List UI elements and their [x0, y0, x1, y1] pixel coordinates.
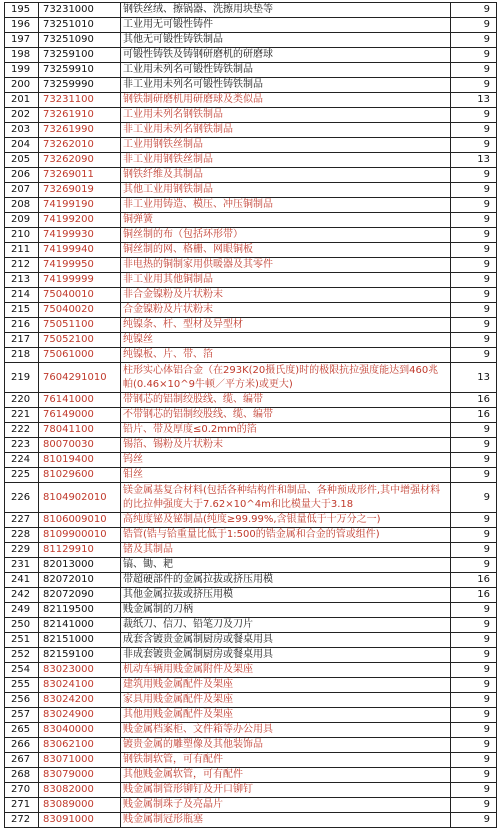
row-number: 224: [5, 453, 39, 468]
row-number: 241: [5, 573, 39, 588]
row-number: 242: [5, 588, 39, 603]
hs-code: 8104902010: [39, 483, 121, 513]
tax-rate: 9: [451, 48, 497, 63]
table-row: [5, 723, 497, 738]
row-number: 214: [5, 288, 39, 303]
product-description: 非工业用钢铁丝制品: [121, 153, 451, 168]
row-number: 268: [5, 768, 39, 783]
table-row: [5, 138, 497, 153]
row-number: 210: [5, 228, 39, 243]
tax-rate: 16: [451, 588, 497, 603]
tax-rate: 9: [451, 438, 497, 453]
table-row: [5, 423, 497, 438]
table-row: [5, 513, 497, 528]
table-row: [5, 588, 497, 603]
tax-rate: 9: [451, 258, 497, 273]
hs-code: 76149000: [39, 408, 121, 423]
hs-code: 75051100: [39, 318, 121, 333]
row-number: 208: [5, 198, 39, 213]
table-row: [5, 3, 497, 18]
product-description: 镀贵金属的雕塑像及其他装饰品: [121, 738, 451, 753]
hs-code: 81019400: [39, 453, 121, 468]
row-number: 198: [5, 48, 39, 63]
hs-code: 83089000: [39, 798, 121, 813]
table-row: [5, 558, 497, 573]
table-row: [5, 363, 497, 393]
hs-code: 82072090: [39, 588, 121, 603]
hs-code: 75061000: [39, 348, 121, 363]
table-row: [5, 78, 497, 93]
product-description: 纯镍条、杆、型材及异型材: [121, 318, 451, 333]
hs-code: 74199200: [39, 213, 121, 228]
product-description: 带钢芯的铝制绞股线、缆、编带: [121, 393, 451, 408]
product-description: 其他工业用钢铁制品: [121, 183, 451, 198]
row-number: 199: [5, 63, 39, 78]
tax-rate: 9: [451, 138, 497, 153]
product-description: 其他贱金属软管，可有配件: [121, 768, 451, 783]
product-description: 贱金属制珠子及亮晶片: [121, 798, 451, 813]
hs-code: 73262090: [39, 153, 121, 168]
hs-code: 83079000: [39, 768, 121, 783]
tax-rate: 9: [451, 633, 497, 648]
table-row: [5, 573, 497, 588]
tax-rate: 9: [451, 618, 497, 633]
table-row: [5, 273, 497, 288]
row-number: 267: [5, 753, 39, 768]
hs-code: 83082000: [39, 783, 121, 798]
table-row: [5, 678, 497, 693]
hs-code: 74199190: [39, 198, 121, 213]
product-description: 贱金属制管形铆钉及开口铆钉: [121, 783, 451, 798]
tax-rate: 9: [451, 693, 497, 708]
hs-code: 83024100: [39, 678, 121, 693]
product-description: 机动车辆用贱金属附件及架座: [121, 663, 451, 678]
tax-rate: 9: [451, 18, 497, 33]
tax-rate: 9: [451, 678, 497, 693]
table-row: [5, 693, 497, 708]
hs-code: 82072010: [39, 573, 121, 588]
hs-code: 75040010: [39, 288, 121, 303]
hs-code: 74199940: [39, 243, 121, 258]
table-row: [5, 468, 497, 483]
hs-code: 83091000: [39, 813, 121, 828]
table-row: [5, 528, 497, 543]
hs-code: 73259910: [39, 63, 121, 78]
row-number: 251: [5, 633, 39, 648]
product-description: 其他用贱金属配件及架座: [121, 708, 451, 723]
row-number: 271: [5, 798, 39, 813]
hs-code: 83071000: [39, 753, 121, 768]
tax-rate: 9: [451, 528, 497, 543]
row-number: 220: [5, 393, 39, 408]
product-description: 铜丝制的网、格栅、网眼铜板: [121, 243, 451, 258]
product-description: 家具用贱金属配件及架座: [121, 693, 451, 708]
product-description: 带超硬部件的金属拉拔或挤压用模: [121, 573, 451, 588]
table-row: [5, 753, 497, 768]
tax-rate: 9: [451, 273, 497, 288]
tax-rate: 9: [451, 813, 497, 828]
table-row: [5, 183, 497, 198]
product-description: 合金镍粉及片状粉末: [121, 303, 451, 318]
hs-code: 73261990: [39, 123, 121, 138]
hs-code: 80070030: [39, 438, 121, 453]
row-number: 249: [5, 603, 39, 618]
tax-rate: 9: [451, 108, 497, 123]
product-description: 其他无可锻性铸铁制品: [121, 33, 451, 48]
table-row: [5, 768, 497, 783]
product-description: 工业用未列名可锻性铸铁制品: [121, 63, 451, 78]
tax-rate: 9: [451, 243, 497, 258]
row-number: 213: [5, 273, 39, 288]
row-number: 226: [5, 483, 39, 513]
product-description: 建筑用贱金属配件及架座: [121, 678, 451, 693]
table-row: [5, 228, 497, 243]
hs-code: 73231100: [39, 93, 121, 108]
hs-code: 82141000: [39, 618, 121, 633]
table-row: [5, 93, 497, 108]
row-number: 195: [5, 3, 39, 18]
tax-rate: 9: [451, 768, 497, 783]
row-number: 202: [5, 108, 39, 123]
table-row: [5, 603, 497, 618]
tax-rate: 9: [451, 453, 497, 468]
row-number: 231: [5, 558, 39, 573]
tax-rate: 9: [451, 798, 497, 813]
tax-rate: 9: [451, 183, 497, 198]
table-row: [5, 168, 497, 183]
table-row: [5, 213, 497, 228]
row-number: 270: [5, 783, 39, 798]
product-description: 不带钢芯的铝制绞股线、缆、编带: [121, 408, 451, 423]
tax-rate: 9: [451, 423, 497, 438]
product-description: 贱金属制冠形瓶塞: [121, 813, 451, 828]
product-description: 成套含镀贵金属制厨房或餐桌用具: [121, 633, 451, 648]
product-description: 非工业用未列名可锻性铸铁制品: [121, 78, 451, 93]
tax-rate: 9: [451, 63, 497, 78]
hs-code: 8109900010: [39, 528, 121, 543]
table-row: [5, 243, 497, 258]
product-description: 铜丝制的布（包括环形带）: [121, 228, 451, 243]
product-description: 工业用钢铁丝制品: [121, 138, 451, 153]
tax-rate: 9: [451, 468, 497, 483]
tax-rate: 9: [451, 483, 497, 513]
hs-code: 82159100: [39, 648, 121, 663]
hs-code: 82013000: [39, 558, 121, 573]
row-number: 212: [5, 258, 39, 273]
hs-code: 83062100: [39, 738, 121, 753]
tax-rate: 9: [451, 198, 497, 213]
row-number: 228: [5, 528, 39, 543]
table-row: [5, 348, 497, 363]
hs-code: 76141000: [39, 393, 121, 408]
product-description: 非工业用铸造、模压、冲压铜制品: [121, 198, 451, 213]
tax-rate: 9: [451, 753, 497, 768]
row-number: 223: [5, 438, 39, 453]
table-row: [5, 18, 497, 33]
tax-rate: 9: [451, 708, 497, 723]
hs-code: 83024200: [39, 693, 121, 708]
hs-code: 83040000: [39, 723, 121, 738]
product-description: 钢铁制研磨机用研磨球及类似品: [121, 93, 451, 108]
table-row: [5, 708, 497, 723]
table-row: [5, 198, 497, 213]
row-number: 255: [5, 678, 39, 693]
row-number: 265: [5, 723, 39, 738]
product-description: 纯镍板、片、带、箔: [121, 348, 451, 363]
product-description: 非电热的铜制家用供暖器及其零件: [121, 258, 451, 273]
hs-code: 73261910: [39, 108, 121, 123]
table-row: [5, 48, 497, 63]
row-number: 204: [5, 138, 39, 153]
product-description: 可锻性铸铁及铸钢研磨机的研磨球: [121, 48, 451, 63]
row-number: 201: [5, 93, 39, 108]
tax-rate: 9: [451, 228, 497, 243]
row-number: 272: [5, 813, 39, 828]
product-description: 柱形实心体铝合金（在293K(20摄氏度)时的极限抗拉强度能达到460兆帕(0.46×10^9牛顿／平方米)或更大): [121, 363, 451, 393]
tax-rate: 9: [451, 288, 497, 303]
hs-code: 75052100: [39, 333, 121, 348]
hs-code: 74199999: [39, 273, 121, 288]
tax-rate: 9: [451, 213, 497, 228]
table-row: [5, 258, 497, 273]
product-description: 其他金属拉拔或挤压用模: [121, 588, 451, 603]
row-number: 254: [5, 663, 39, 678]
tax-rate: 9: [451, 543, 497, 558]
row-number: 211: [5, 243, 39, 258]
row-number: 227: [5, 513, 39, 528]
row-number: 200: [5, 78, 39, 93]
table-row: [5, 393, 497, 408]
tax-rate: 9: [451, 648, 497, 663]
hs-code: 75040020: [39, 303, 121, 318]
row-number: 197: [5, 33, 39, 48]
row-number: 206: [5, 168, 39, 183]
row-number: 216: [5, 318, 39, 333]
table-row: [5, 63, 497, 78]
tax-rate: 9: [451, 603, 497, 618]
row-number: 252: [5, 648, 39, 663]
product-description: 钼丝: [121, 468, 451, 483]
tax-rate: 9: [451, 168, 497, 183]
product-description: 非工业用未列名钢铁制品: [121, 123, 451, 138]
table-row: [5, 813, 497, 828]
table-row: [5, 483, 497, 513]
table-row: [5, 798, 497, 813]
tax-rate: 9: [451, 348, 497, 363]
hs-code: 73262010: [39, 138, 121, 153]
hs-code: 82119500: [39, 603, 121, 618]
table-row: [5, 123, 497, 138]
tax-rate: 13: [451, 93, 497, 108]
row-number: 229: [5, 543, 39, 558]
table-row: [5, 783, 497, 798]
table-row: [5, 663, 497, 678]
row-number: 221: [5, 408, 39, 423]
row-number: 257: [5, 708, 39, 723]
product-description: 锆管(锆与铪重量比低于1:500的锆金属和合金的管或组件): [121, 528, 451, 543]
table-row: [5, 633, 497, 648]
row-number: 207: [5, 183, 39, 198]
hs-code: 83023000: [39, 663, 121, 678]
hs-code: 73251090: [39, 33, 121, 48]
hs-code: 73259100: [39, 48, 121, 63]
row-number: 203: [5, 123, 39, 138]
row-number: 218: [5, 348, 39, 363]
product-description: 镐、锄、耙: [121, 558, 451, 573]
tax-rate: 13: [451, 153, 497, 168]
tax-rate: 16: [451, 408, 497, 423]
hs-code: 73269011: [39, 168, 121, 183]
hs-code: 82151000: [39, 633, 121, 648]
product-description: 铅片、带及厚度≤0.2mm的箔: [121, 423, 451, 438]
product-description: 钢铁纤维及其制品: [121, 168, 451, 183]
hs-code: 73269019: [39, 183, 121, 198]
row-number: 215: [5, 303, 39, 318]
hs-code: 73231000: [39, 3, 121, 18]
table-row: [5, 618, 497, 633]
tariff-table-sheet: [4, 2, 496, 828]
product-description: 工业用无可锻性铸件: [121, 18, 451, 33]
row-number: 209: [5, 213, 39, 228]
product-description: 裁纸刀、信刀、铅笔刀及刀片: [121, 618, 451, 633]
table-row: [5, 543, 497, 558]
hs-code: 73259990: [39, 78, 121, 93]
table-row: [5, 333, 497, 348]
product-description: 工业用未列名钢铁制品: [121, 108, 451, 123]
tax-rate: 9: [451, 513, 497, 528]
hs-code: 73251010: [39, 18, 121, 33]
product-description: 锗及其制品: [121, 543, 451, 558]
tax-rate: 9: [451, 663, 497, 678]
table-row: [5, 318, 497, 333]
table-row: [5, 408, 497, 423]
row-number: 222: [5, 423, 39, 438]
hs-code: 74199950: [39, 258, 121, 273]
tax-rate: 9: [451, 3, 497, 18]
table-row: [5, 153, 497, 168]
hs-code: 8106009010: [39, 513, 121, 528]
tax-rate: 9: [451, 303, 497, 318]
hs-code: 83024900: [39, 708, 121, 723]
tax-rate: 9: [451, 333, 497, 348]
tax-rate: 9: [451, 33, 497, 48]
table-row: [5, 648, 497, 663]
row-number: 205: [5, 153, 39, 168]
row-number: 266: [5, 738, 39, 753]
product-description: 纯镍丝: [121, 333, 451, 348]
tariff-table: [4, 2, 497, 828]
tax-rate: 16: [451, 573, 497, 588]
hs-code: 7604291010: [39, 363, 121, 393]
row-number: 256: [5, 693, 39, 708]
row-number: 219: [5, 363, 39, 393]
tax-rate: 16: [451, 393, 497, 408]
tax-rate: 9: [451, 78, 497, 93]
tax-rate: 9: [451, 318, 497, 333]
product-description: 非成套镀贵金属制厨房或餐桌用具: [121, 648, 451, 663]
hs-code: 81129910: [39, 543, 121, 558]
row-number: 217: [5, 333, 39, 348]
product-description: 镁金属基复合材料(包括各种结构件和制品、各种预成形件,其中增强材料的比拉伸强度大于7.62×10^4m和比模量大于3.18: [121, 483, 451, 513]
product-description: 钢铁丝绒、擦锅器、洗擦用块垫等: [121, 3, 451, 18]
product-description: 贱金属制的刀柄: [121, 603, 451, 618]
tax-rate: 9: [451, 783, 497, 798]
row-number: 250: [5, 618, 39, 633]
product-description: 钢铁制软管，可有配件: [121, 753, 451, 768]
tariff-table-body: [5, 3, 497, 828]
hs-code: 74199930: [39, 228, 121, 243]
product-description: 贱金属档案柜、文件箱等办公用具: [121, 723, 451, 738]
product-description: 铜弹簧: [121, 213, 451, 228]
tax-rate: 13: [451, 363, 497, 393]
product-description: 非工业用其他铜制品: [121, 273, 451, 288]
product-description: 高纯度铋及铋制品(纯度≥99.99%,含银量低于十万分之一): [121, 513, 451, 528]
table-row: [5, 438, 497, 453]
product-description: 非合金镍粉及片状粉末: [121, 288, 451, 303]
row-number: 196: [5, 18, 39, 33]
tax-rate: 9: [451, 558, 497, 573]
table-row: [5, 108, 497, 123]
tax-rate: 9: [451, 723, 497, 738]
table-row: [5, 303, 497, 318]
hs-code: 78041100: [39, 423, 121, 438]
tax-rate: 9: [451, 123, 497, 138]
product-description: 钨丝: [121, 453, 451, 468]
table-row: [5, 33, 497, 48]
row-number: 225: [5, 468, 39, 483]
table-row: [5, 738, 497, 753]
table-row: [5, 288, 497, 303]
table-row: [5, 453, 497, 468]
tax-rate: 9: [451, 738, 497, 753]
hs-code: 81029600: [39, 468, 121, 483]
product-description: 锡箔、锡粉及片状粉末: [121, 438, 451, 453]
